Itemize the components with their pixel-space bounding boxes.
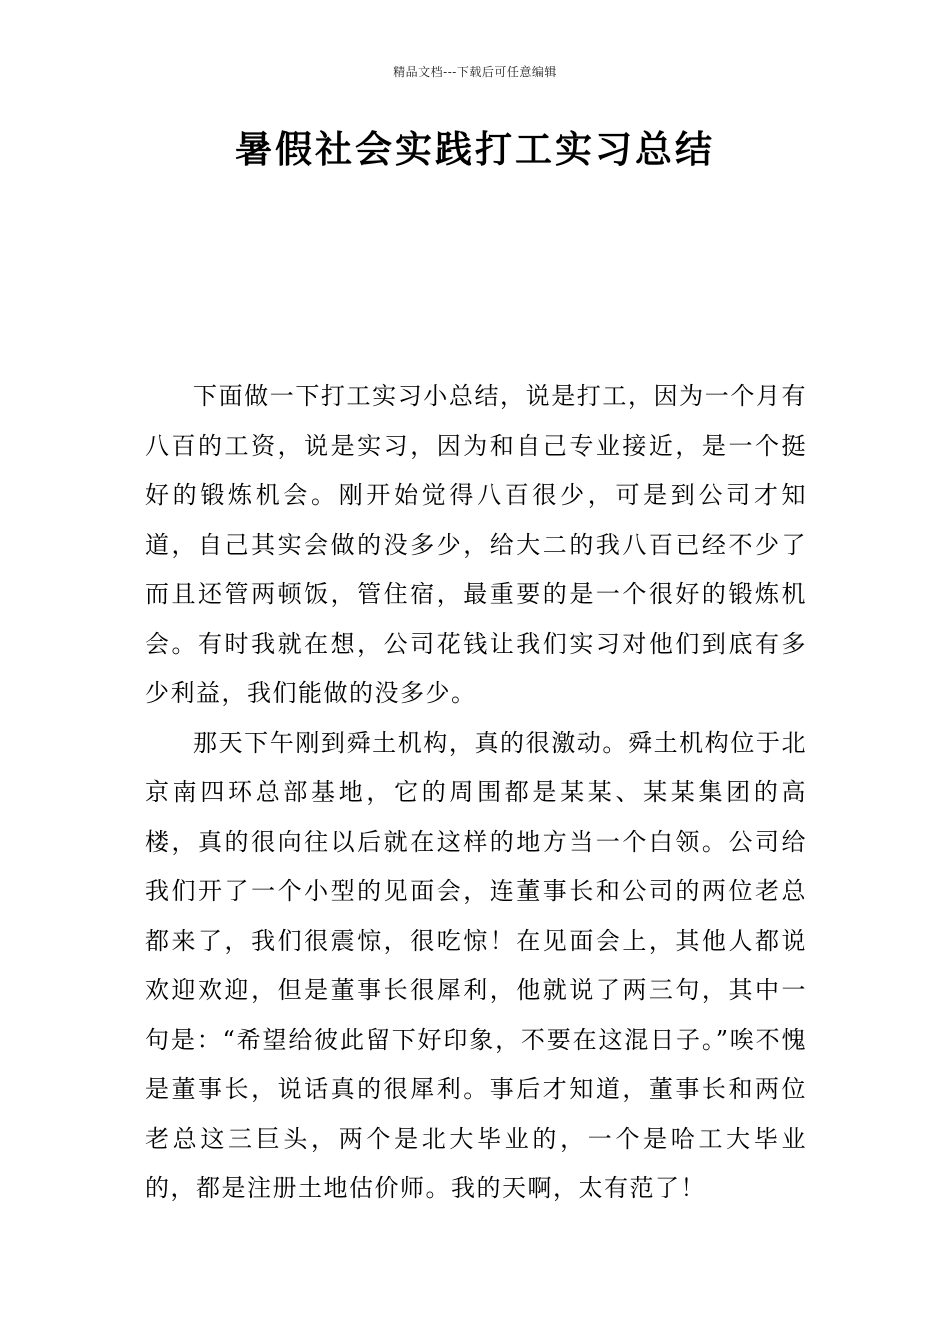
header-note: 精品文档---下载后可任意编辑 (393, 65, 557, 79)
document-body (145, 372, 807, 1214)
document-title: 暑假社会实践打工实习总结 (235, 128, 715, 171)
paragraph-2: 那天下午刚到舜土机构，真的很激动。舜土机构位于北京南四环总部基地，它的周围都是某某、某某集团的高楼，真的很向往以后就在这样的地方当一个白领。公司给我们开了一个小型的见面会，连董事长和公司的两位老总都来了，我们很震惊，很吃惊！在见面会上，其他人都说欢迎欢迎，但是董事长很犀利，他就说了两三句，其中一句是：“希望给彼此留下好印象，不要在这混日子。”唉不愧是董事长，说话真的很犀利。事后才知道，董事长和两位老总这三巨头，两个是北大毕业的，一个是哈工大毕业的，都是注册土地估价师。我的天啊，太有范了！ (145, 728, 807, 1202)
paragraph-1: 下面做一下打工实习小总结，说是打工，因为一个月有八百的工资，说是实习，因为和自己专业接近，是一个挺好的锻炼机会。刚开始觉得八百很少，可是到公司才知道，自己其实会做的没多少，给大二的我八百已经不少了而且还管两顿饭，管住宿，最重要的是一个很好的锻炼机会。有时我就在想，公司花钱让我们实习对他们到底有多少利益，我们能做的没多少。 (145, 382, 807, 707)
